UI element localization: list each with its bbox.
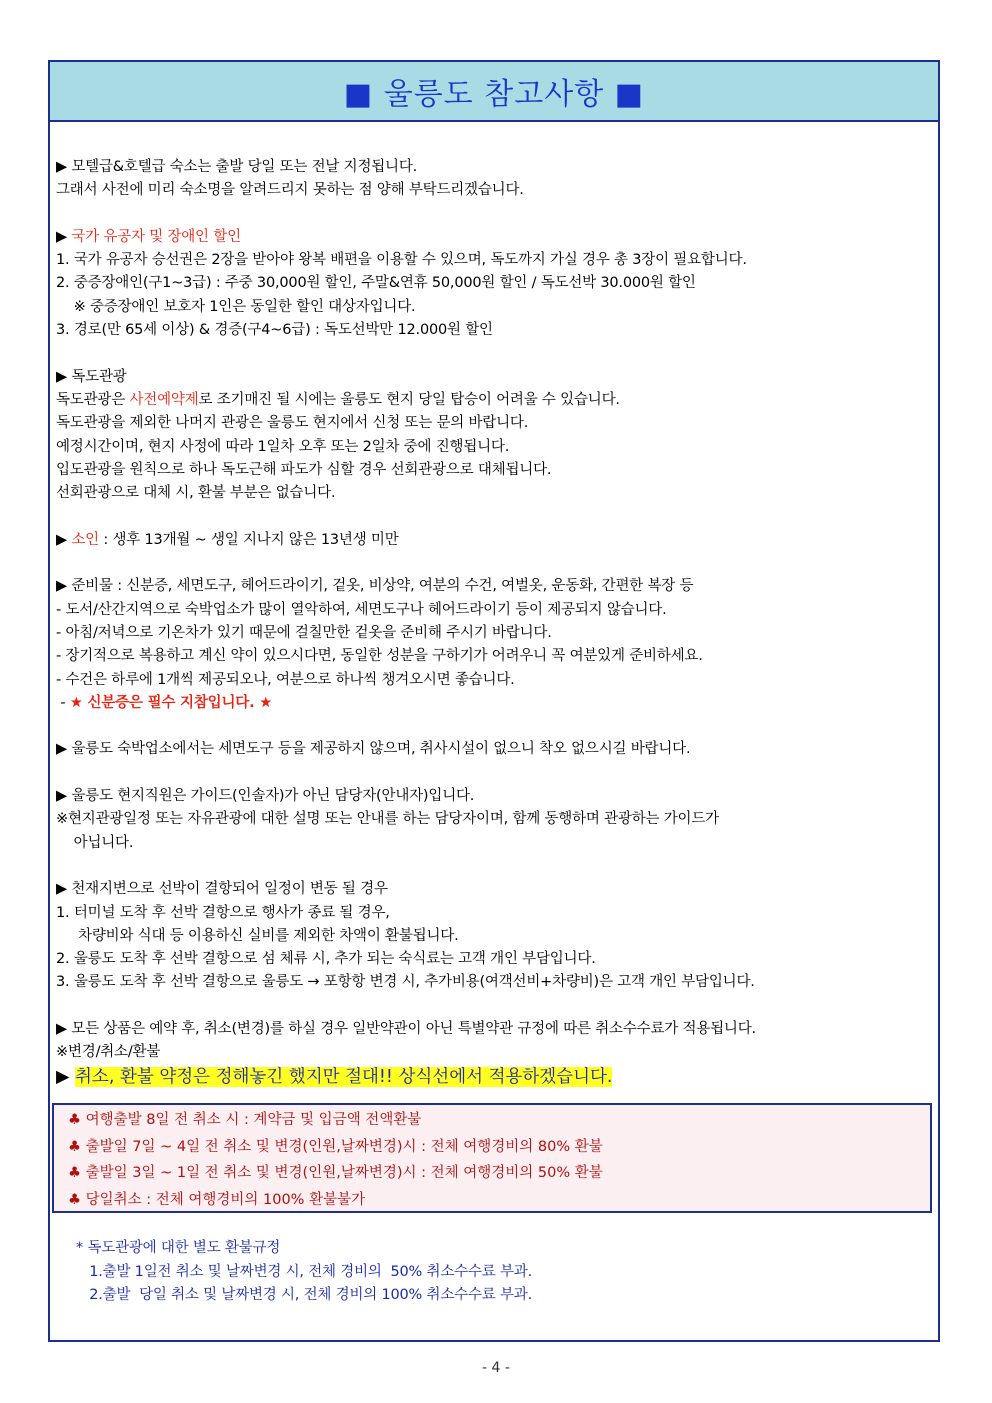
text-line: ※ 중증장애인 보호자 1인은 동일한 할인 대상자입니다. [56,298,416,315]
highlight-notice: ▶ 취소, 환불 약정은 정해놓긴 했지만 절대!! 상식선에서 적용하겠습니다. [56,1066,613,1087]
section-heading: ▶ 모든 상품은 예약 후, 취소(변경)를 하실 경우 일반약관이 아닌 특별약관 규정에 따른 취소수수료가 적용됩니다. [56,1020,756,1037]
text-line: 1.출발 1일전 취소 및 날짜변경 시, 전체 경비의 50% 취소수수료 부과. [76,1263,533,1280]
page-title: ■ 울릉도 참고사항 ■ [50,62,938,122]
section-heading: ▶ 소인 : 생후 13개월 ~ 생일 지나지 않은 13년생 미만 [56,531,399,548]
notice-content [56,156,936,1090]
text-line: 2. 울릉도 도착 후 선박 결항으로 섬 체류 시, 추가 되는 숙식료는 고객 개인 부담입니다. [56,951,596,968]
text-line: 선회관광으로 대체 시, 환불 부분은 없습니다. [56,485,336,502]
text-line: 독도관광을 제외한 나머지 관광은 울릉도 현지에서 신청 또는 문의 바랍니다. [56,415,529,432]
text-line: 아닙니다. [56,834,134,851]
text-line: 1. 터미널 도착 후 선박 결항으로 행사가 종료 될 경우, [56,904,390,921]
text-line: - 수건은 하루에 1개씩 제공되오나, 여분으로 하나씩 챙겨오시면 좋습니다. [56,671,515,688]
refund-rule: ♣ 여행출발 8일 전 취소 시 : 계약금 및 입금액 전액환불 [68,1112,422,1128]
refund-rule: ♣ 출발일 3일 ~ 1일 전 취소 및 변경(인원,날짜변경)시 : 전체 여행경비의 50% 환불 [68,1165,603,1181]
page-number: - 4 - [482,1360,510,1376]
text-line: ▶ 모텔급&호텔급 숙소는 출발 당일 또는 전날 지정됩니다. [56,159,418,175]
text-line: * 독도관광에 대한 별도 환불규정 [76,1240,281,1256]
text-line: 3. 경로(만 65세 이상) & 경증(구4~6급) : 독도선박만 12.000원 할인 [56,322,493,339]
text-line: 3. 울릉도 도착 후 선박 결항으로 울릉도 → 포항항 변경 시, 추가비용(여객선비+차량비)은 고객 개인 부담입니다. [56,974,755,991]
dokdo-refund-notes [76,1237,532,1308]
section-heading: ▶ 준비물 : 신분증, 세면도구, 헤어드라이기, 겉옷, 비상약, 여분의 수건, 여벌옷, 운동화, 간편한 복장 등 [56,578,694,595]
refund-rule: ♣ 출발일 7일 ~ 4일 전 취소 및 변경(인원,날짜변경)시 : 전체 여행경비의 80% 환불 [68,1138,603,1155]
text-line: 입도관광을 원칙으로 하나 독도근해 파도가 심할 경우 선회관광으로 대체됩니다. [56,461,552,478]
text-line: 예정시간이며, 현지 사정에 따라 1일차 오후 또는 2일차 중에 진행됩니다. [56,438,510,455]
text-line: ※현지관광일정 또는 자유관광에 대한 설명 또는 안내를 하는 담당자이며, 함께 동행하며 관광하는 가이드가 [56,811,719,828]
text-line: 독도관광은 사전예약제로 조기매진 될 시에는 울릉도 현지 당일 탑승이 어려울 수 있습니다. [56,391,620,408]
section-heading: ▶ 국가 유공자 및 장애인 할인 [56,228,241,245]
section-heading: ▶ 천재지변으로 선박이 결항되어 일정이 변동 될 경우 [56,881,388,898]
text-line: ※변경/취소/환불 [56,1044,161,1061]
text-line: 2.출발 당일 취소 및 날짜변경 시, 전체 경비의 100% 취소수수료 부과. [76,1287,533,1303]
section-heading: ▶ 울릉도 숙박업소에서는 세면도구 등을 제공하지 않으며, 취사시설이 없으니 착오 없으시길 바랍니다. [56,741,691,758]
refund-rules-box [52,1103,932,1213]
text-line: - 아침/저녁으로 기온차가 있기 때문에 걸칠만한 겉옷을 준비해 주시기 바랍니다. [56,624,552,641]
text-line: - 장기적으로 복용하고 계신 약이 있으시다면, 동일한 성분을 구하기가 어려우니 꼭 여분있게 준비하세요. [56,648,703,665]
section-heading: ▶ 울릉도 현지직원은 가이드(인솔자)가 아닌 담당자(안내자)입니다. [56,788,475,805]
refund-rule: ♣ 당일취소 : 전체 여행경비의 100% 환불불가 [68,1191,366,1208]
text-line: - 도서/산간지역으로 숙박업소가 많이 열악하여, 세면도구나 헤어드라이기 등이 제공되지 않습니다. [56,601,667,618]
text-line: 그래서 사전에 미리 숙소명을 알려드리지 못하는 점 양해 부탁드리겠습니다. [56,182,524,199]
text-line: - ★ 신분증은 필수 지참입니다. ★ [56,694,273,711]
text-line: 2. 중증장애인(구1~3급) : 주중 30,000원 할인, 주말&연휴 50,000원 할인 / 독도선박 30.000원 할인 [56,275,696,292]
text-line: 1. 국가 유공자 승선권은 2장을 받아야 왕복 배편을 이용할 수 있으며, 독도까지 가실 경우 총 3장이 필요합니다. [56,252,747,269]
text-line: 차량비와 식대 등 이용하신 실비를 제외한 차액이 환불됩니다. [56,927,459,944]
section-heading: ▶ 독도관광 [56,368,127,385]
